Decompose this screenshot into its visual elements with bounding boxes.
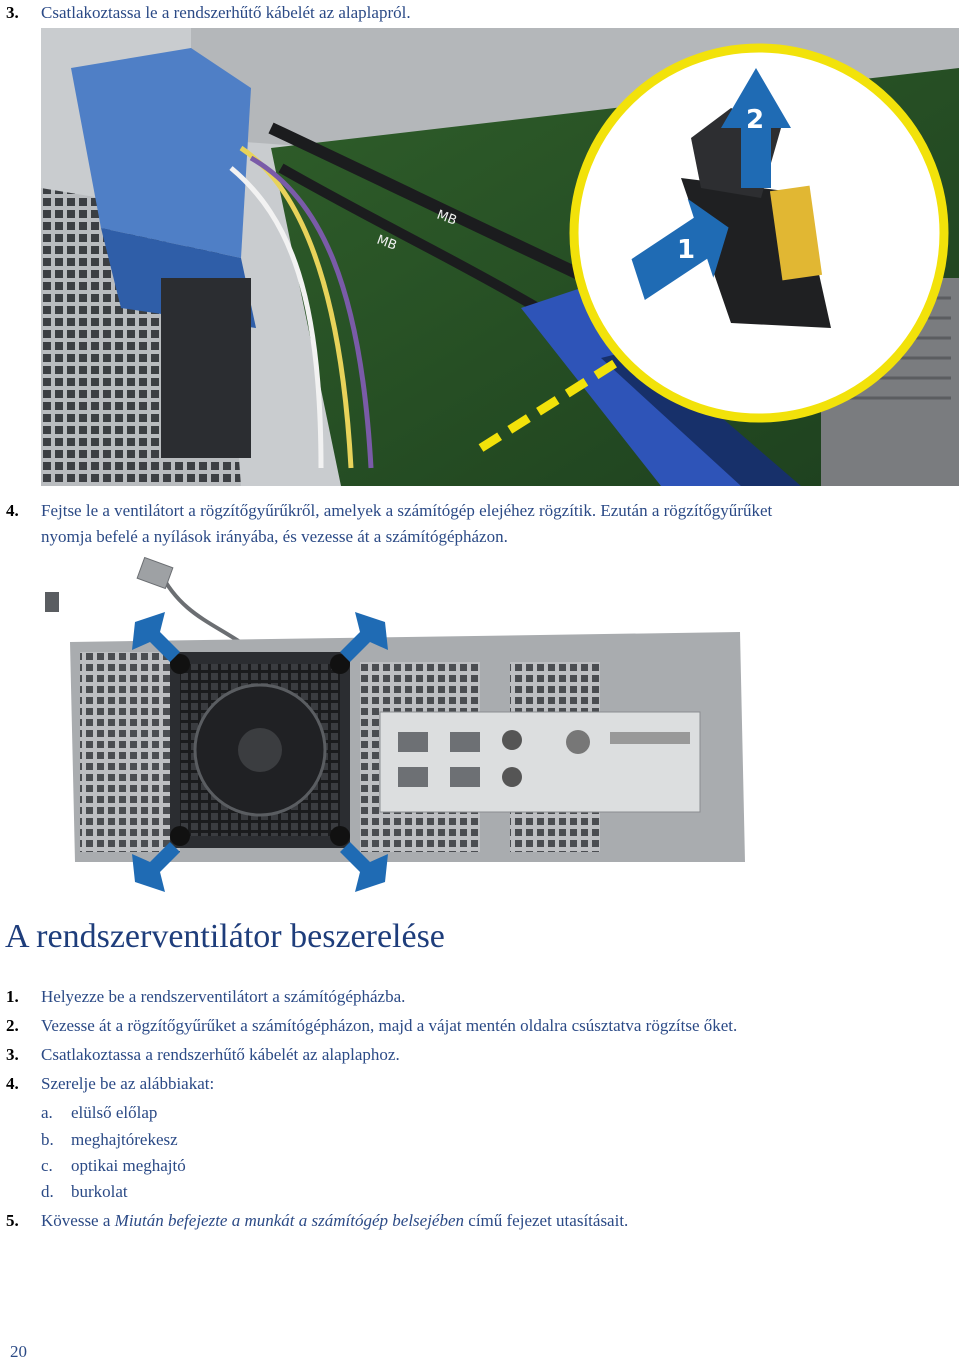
page-number: 20	[10, 1342, 27, 1361]
chapter-reference-link[interactable]: Miután befejezte a munkát a számítógép belsejében	[114, 1211, 465, 1230]
step-number: 3.	[6, 1045, 19, 1064]
step-text-before: Kövesse a	[41, 1211, 115, 1230]
step-text-line-1: Fejtse le a ventilátort a rögzítőgyűrűkről, amelyek a számítógép elejéhez rögzítik. Ezután a rögzítőgyűrűket	[41, 501, 773, 520]
cable-label-mb: MB	[434, 207, 459, 229]
sub-item-c	[41, 1153, 186, 1179]
sub-item-a	[41, 1100, 157, 1126]
figure-fan-cable-disconnect	[41, 28, 959, 486]
cable-label-mb-2: MB	[374, 232, 399, 254]
step-text: Helyezze be a rendszerventilátort a számítógépházba.	[41, 987, 406, 1006]
step-number: 5.	[6, 1211, 19, 1230]
step-text: Vezesse át a rögzítőgyűrűket a számítógépházon, majd a vájat mentén oldalra csúsztatva rögzítse őket.	[41, 1016, 738, 1035]
step-text-line-2: nyomja befelé a nyílások irányába, és vezesse át a számítógépházon.	[41, 527, 508, 546]
sub-item-text: elülső előlap	[71, 1103, 158, 1122]
step-text: Csatlakoztassa a rendszerhűtő kábelét az alaplaphoz.	[41, 1045, 400, 1064]
callout-2: 2	[746, 105, 765, 135]
step-text: Szerelje be az alábbiakat:	[41, 1074, 215, 1093]
sub-item-letter: b.	[41, 1130, 54, 1149]
sub-item-b	[41, 1127, 178, 1153]
step-number: 1.	[6, 987, 19, 1006]
sub-item-text: meghajtórekesz	[71, 1130, 178, 1149]
sub-item-d	[41, 1179, 128, 1205]
sub-item-letter: d.	[41, 1182, 54, 1201]
sub-item-letter: a.	[41, 1103, 53, 1122]
step-number: 3.	[6, 3, 19, 22]
sub-item-text: burkolat	[71, 1182, 128, 1201]
step-number: 2.	[6, 1016, 19, 1035]
step-text: Csatlakoztassa le a rendszerhűtő kábelét az alaplapról.	[41, 3, 411, 22]
figure-fan-rings	[40, 552, 760, 900]
step-text	[41, 1208, 941, 1234]
callout-1: 1	[677, 235, 696, 265]
step-number: 4.	[6, 501, 19, 520]
step-text-after: című fejezet utasításait.	[464, 1211, 629, 1230]
fan-rings-illustration	[40, 552, 760, 900]
sub-item-text: optikai meghajtó	[71, 1156, 186, 1175]
section-heading: A rendszerventilátor beszerelése	[5, 918, 445, 955]
sub-item-letter: c.	[41, 1156, 53, 1175]
step-number: 4.	[6, 1074, 19, 1093]
fan-cable-illustration	[41, 28, 959, 486]
